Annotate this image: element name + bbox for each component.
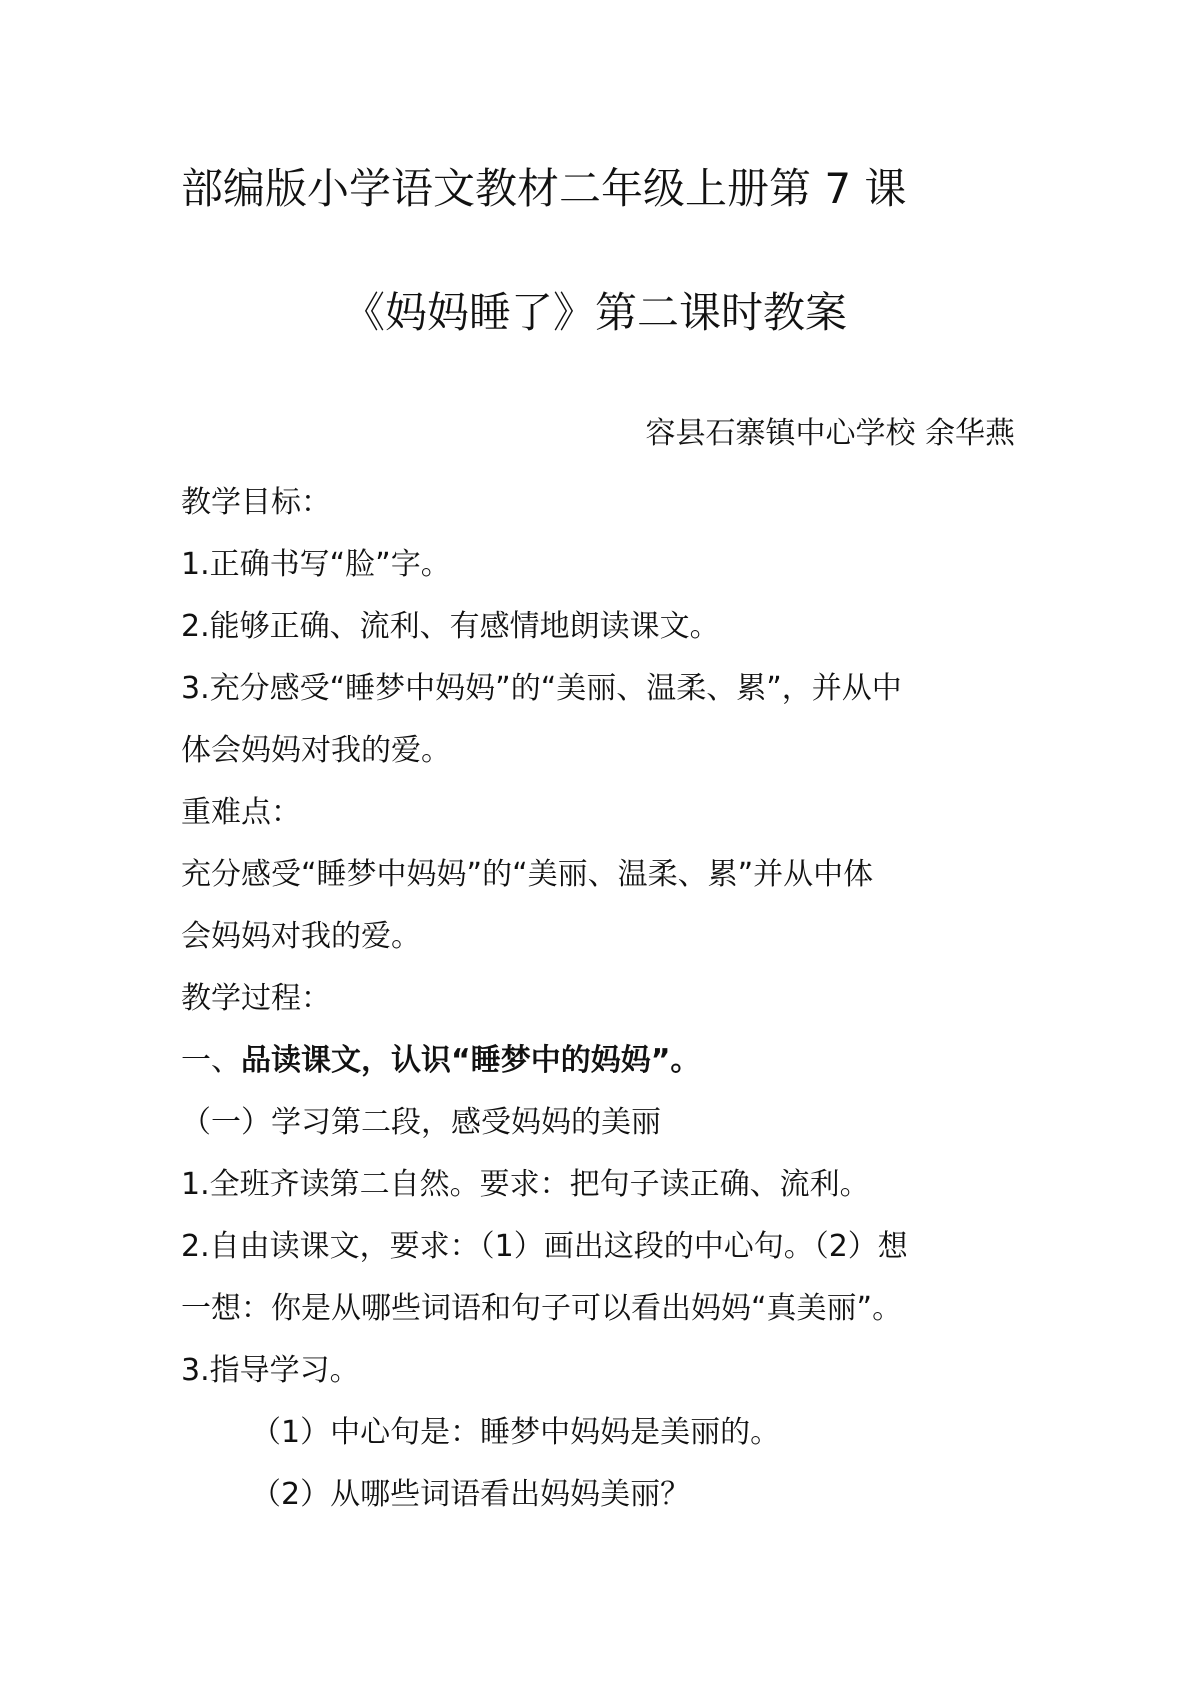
author-line: 容县石寨镇中心学校 余华燕 xyxy=(645,416,1015,451)
step-2-line-2: 一想：你是从哪些词语和句子可以看出妈妈“真美丽”。 xyxy=(181,1291,903,1326)
process-heading: 教学过程： xyxy=(181,981,331,1016)
part-one-heading xyxy=(181,1030,1021,1092)
key-points-line-1: 充分感受“睡梦中妈妈”的“美丽、温柔、累”并从中体 xyxy=(181,857,874,892)
objective-3-line-2: 体会妈妈对我的爱。 xyxy=(181,733,451,768)
part-one-prefix: 一、 xyxy=(181,1043,241,1078)
objective-2: 2.能够正确、流利、有感情地朗读课文。 xyxy=(181,609,720,644)
step-1: 1.全班齐读第二自然。要求：把句子读正确、流利。 xyxy=(181,1167,870,1202)
document-title-line-1: 部编版小学语文教材二年级上册第 7 课 xyxy=(181,164,907,213)
part-one-title: 品读课文，认识“睡梦中的妈妈”。 xyxy=(241,1043,701,1078)
step-2-line-1: 2.自由读课文，要求：（1）画出这段的中心句。（2）想 xyxy=(181,1229,908,1264)
document-body xyxy=(181,472,1021,1526)
key-points-heading: 重难点： xyxy=(181,795,301,830)
step-3-item-1: （1）中心句是：睡梦中妈妈是美丽的。 xyxy=(251,1415,781,1450)
step-3-item-2: （2）从哪些词语看出妈妈美丽？ xyxy=(251,1477,691,1512)
objective-1: 1.正确书写“脸”字。 xyxy=(181,547,451,582)
step-3: 3.指导学习。 xyxy=(181,1353,360,1388)
objective-3-line-1: 3.充分感受“睡梦中妈妈”的“美丽、温柔、累”，并从中 xyxy=(181,671,902,706)
document-title-line-2: 《妈妈睡了》第二课时教案 xyxy=(343,288,848,337)
objectives-heading: 教学目标： xyxy=(181,485,331,520)
key-points-line-2: 会妈妈对我的爱。 xyxy=(181,919,421,954)
sub-section-one: （一）学习第二段，感受妈妈的美丽 xyxy=(181,1105,661,1140)
